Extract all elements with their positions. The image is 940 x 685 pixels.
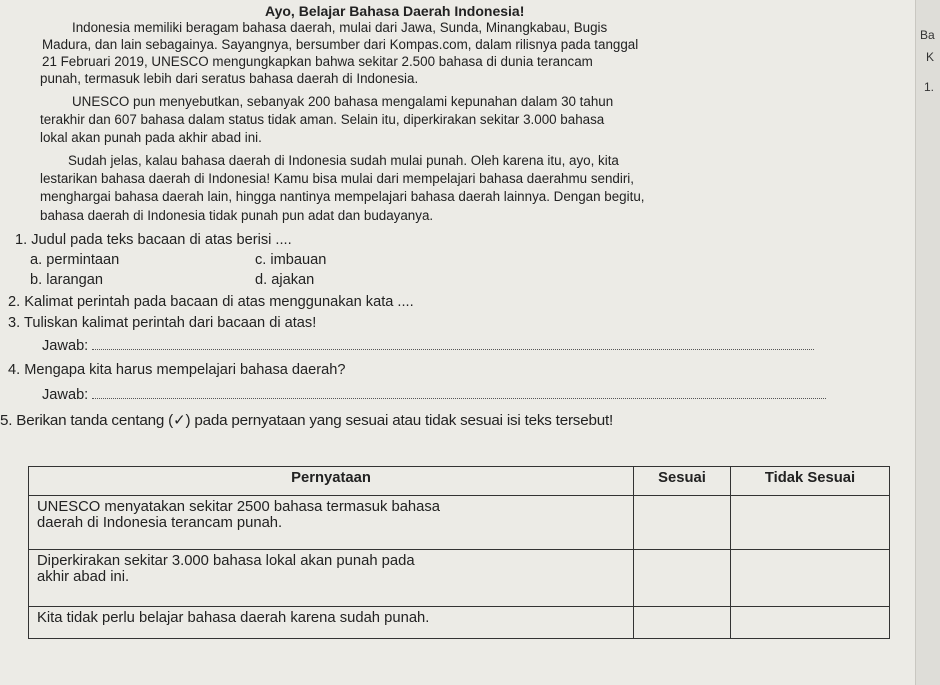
statement-text: UNESCO menyatakan sekitar 2500 bahasa termasuk bahasa xyxy=(37,499,441,515)
side-text: K xyxy=(926,50,935,64)
paragraph-line: lokal akan punah pada akhir abad ini. xyxy=(40,130,262,145)
paragraph-line: terakhir dan 607 bahasa dalam status tidak aman. Selain itu, diperkirakan sekitar 3.000 bahasa xyxy=(40,112,605,127)
side-text: 1. xyxy=(924,80,935,94)
header-tidak-sesuai: Tidak Sesuai xyxy=(731,467,890,496)
option-b[interactable]: b. larangan xyxy=(30,272,104,288)
sesuai-cell[interactable] xyxy=(634,496,731,550)
answer-line-2[interactable] xyxy=(42,386,826,403)
statement-text: akhir abad ini. xyxy=(37,569,130,585)
paragraph-line: punah, termasuk lebih dari seratus bahasa daerah di Indonesia. xyxy=(40,71,419,86)
tidak-sesuai-cell[interactable] xyxy=(731,496,890,550)
statement-text: daerah di Indonesia terancam punah. xyxy=(37,515,283,531)
dotted-line xyxy=(92,337,814,350)
paragraph-line: menghargai bahasa daerah lain, hingga nantinya mempelajari bahasa daerah lainnya. Dengan begitu, xyxy=(40,189,645,204)
statement-table xyxy=(28,466,890,639)
paragraph-line: 21 Februari 2019, UNESCO mengungkapkan bahwa sekitar 2.500 bahasa di dunia terancam xyxy=(42,54,593,69)
header-sesuai: Sesuai xyxy=(634,467,731,496)
tidak-sesuai-cell[interactable] xyxy=(731,607,890,639)
question-2: 2. Kalimat perintah pada bacaan di atas menggunakan kata .... xyxy=(8,294,414,310)
question-3: 3. Tuliskan kalimat perintah dari bacaan di atas! xyxy=(8,315,317,331)
question-4: 4. Mengapa kita harus mempelajari bahasa daerah? xyxy=(8,362,346,378)
paragraph-line: Indonesia memiliki beragam bahasa daerah, mulai dari Jawa, Sunda, Minangkabau, Bugis xyxy=(72,20,608,35)
sesuai-cell[interactable] xyxy=(634,550,731,607)
header-pernyataan: Pernyataan xyxy=(29,467,634,496)
paragraph-line: bahasa daerah di Indonesia tidak punah pun adat dan budayanya. xyxy=(40,208,434,223)
answer-label: Jawab: xyxy=(42,387,89,403)
paragraph-line: Madura, dan lain sebagainya. Sayangnya, bersumber dari Kompas.com, dalam rilisnya pada tanggal xyxy=(42,37,639,52)
paragraph-line: Sudah jelas, kalau bahasa daerah di Indonesia sudah mulai punah. Oleh karena itu, ayo, kita xyxy=(68,153,619,168)
table-row xyxy=(29,550,890,607)
option-d[interactable]: d. ajakan xyxy=(255,272,315,288)
question-5: 5. Berikan tanda centang (✓) pada pernyataan yang sesuai atau tidak sesuai isi teks tersebut! xyxy=(0,412,613,429)
paragraph-line: UNESCO pun menyebutkan, sebanyak 200 bahasa mengalami kepunahan dalam 30 tahun xyxy=(72,94,614,109)
tidak-sesuai-cell[interactable] xyxy=(731,550,890,607)
table-row xyxy=(29,496,890,550)
statement-cell xyxy=(29,550,634,607)
paragraph-line: lestarikan bahasa daerah di Indonesia! Kamu bisa mulai dari mempelajari bahasa daerahmu sendiri, xyxy=(40,171,634,186)
page-title: Ayo, Belajar Bahasa Daerah Indonesia! xyxy=(265,3,525,19)
question-1: 1. Judul pada teks bacaan di atas berisi .... xyxy=(15,232,292,248)
statement-cell: Kita tidak perlu belajar bahasa daerah karena sudah punah. xyxy=(29,607,634,639)
adjacent-page-edge xyxy=(915,0,940,685)
table-header-row xyxy=(29,467,890,496)
answer-label: Jawab: xyxy=(42,338,89,354)
table-row xyxy=(29,607,890,639)
statement-text: Diperkirakan sekitar 3.000 bahasa lokal akan punah pada xyxy=(37,553,415,569)
side-text: Ba xyxy=(920,28,935,42)
sesuai-cell[interactable] xyxy=(634,607,731,639)
option-a[interactable]: a. permintaan xyxy=(30,252,120,268)
answer-line-1[interactable] xyxy=(42,337,814,354)
dotted-line xyxy=(92,386,826,399)
statement-cell xyxy=(29,496,634,550)
option-c[interactable]: c. imbauan xyxy=(255,252,327,268)
